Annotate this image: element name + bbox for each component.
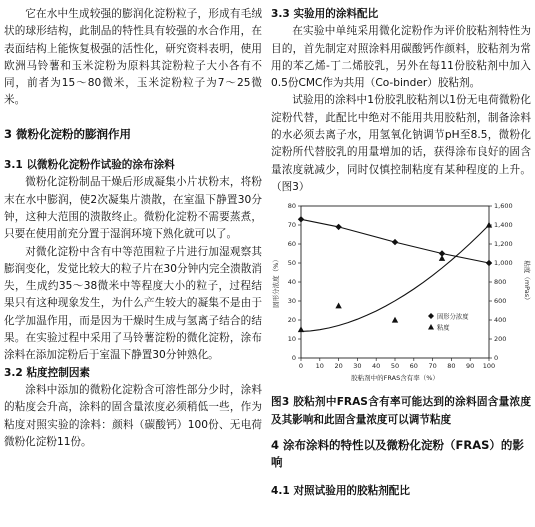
x-tick-label: 60	[409, 362, 418, 371]
data-point-diamond	[335, 224, 341, 230]
legend-label: 粘度	[437, 324, 450, 332]
left-column	[4, 0, 262, 451]
section-3-2-paragraph: 涂料中添加的微粉化淀粉含可溶性部分少时，涂料的粘度会升高，涂料的固含量浓度必须稍低一些，作为粘度对照实验的涂料：颜料（碳酸钙）100份、无电荷微粉化淀粉11份。	[4, 383, 262, 448]
y-left-tick-label: 40	[287, 278, 296, 287]
x-tick-label: 30	[353, 362, 362, 371]
x-tick-label: 90	[466, 362, 475, 371]
legend-marker-diamond	[428, 313, 434, 319]
data-point-triangle	[392, 317, 398, 323]
section-3-1-paragraph-b: 对微化淀粉中含有中等范围粒子片进行加湿观察其膨润变化，发觉比较大的粒子片在30分钟内完全溃散消失，生成约35～38微米中等程度大小的粒子，过程结果只有这种现象发生，为什么产生较大的凝集不是由于化学加温作用，而是因为干燥时生成与氢离子结合的结果。在实验过程中采用了马铃薯淀粉的微化淀粉，涂布涂料在添加淀粉后于室温下静置30分钟熟化。	[4, 245, 262, 362]
section-4-heading: 4 涂布涂料的特性以及微粉化淀粉（FRAS）的影响	[271, 437, 524, 470]
figure-3-caption: 图3 胶粘剂中FRAS含有率可能达到的涂料固含量浓度及其影响和此固含量浓度可以调节粘度	[271, 396, 531, 426]
figure-3-chart	[271, 198, 531, 394]
y-left-axis-label: 固形分浓度（%）	[272, 256, 280, 309]
y-left-tick-label: 70	[287, 221, 296, 230]
section-3-1-paragraph-a: 微粉化淀粉制品干燥后形成凝集小片状粉末，将粉末在水中膨润，使2次凝集片溃散，在室温下静置30分钟，这种大范围的溃散终止。微粉化淀粉不需要蒸煮，只要在使用前充分置于湿润环境下熟化就可以了。	[4, 176, 262, 241]
y-left-tick-label: 60	[287, 240, 296, 249]
y-right-tick-label: 200	[494, 335, 507, 344]
x-tick-label: 80	[447, 362, 456, 371]
y-left-tick-label: 0	[291, 354, 296, 363]
figure-3	[271, 198, 531, 394]
section-3-3-paragraph-a: 在实验中单纯采用微化淀粉作为评价胶粘剂特性为目的，首先制定对照涂料用碳酸钙作颜料，胶粘剂为常用的苯乙烯-丁二烯胶乳，另外在每11份胶粘剂中加入0.5份CMC作为共用（Co-binder）胶粘剂。	[271, 25, 531, 90]
y-left-tick-label: 20	[287, 316, 296, 325]
data-point-diamond	[392, 239, 398, 245]
y-left-tick-label: 50	[287, 259, 296, 268]
plot-frame	[301, 206, 489, 358]
x-tick-label: 0	[298, 362, 304, 371]
x-tick-label: 40	[372, 362, 381, 371]
x-axis-label: 胶粘剂中的FRAS含有率（%）	[351, 374, 439, 383]
legend-marker-triangle	[428, 324, 434, 330]
data-point-triangle	[335, 303, 341, 309]
y-right-tick-label: 1,600	[494, 202, 513, 211]
y-right-tick-label: 400	[494, 316, 507, 325]
y-right-tick-label: 1,200	[494, 240, 513, 249]
y-right-tick-label: 1,000	[494, 259, 513, 268]
data-point-diamond	[486, 260, 492, 266]
x-tick-label: 100	[482, 362, 496, 371]
section-3-3-paragraph-b: 试验用的涂料中1份胶乳胶粘剂以1份无电荷微粉化淀粉代替，此配比中绝对不能用共用胶粘剂，制备涂料的水必须去离子水，用氢氧化钠调节pH至8.5，微粉化淀粉所代替胶乳的用量增加的话，获得涂布良好的固含量浓度就减少，同时仅慎控制粘度有某种程度的上升。（图3）	[271, 94, 531, 193]
data-point-triangle	[298, 327, 304, 333]
x-tick-label: 10	[315, 362, 324, 371]
section-3-1-heading: 3.1 以微粉化淀粉作试验的涂布涂料	[4, 159, 175, 172]
y-right-tick-label: 800	[494, 278, 507, 287]
y-right-tick-label: 600	[494, 297, 507, 306]
section-4-1-heading: 4.1 对照试验用的胶粘剂配比	[271, 485, 410, 498]
intro-paragraph: 它在水中生成较强的膨润化淀粉粒子，形成有毛绒状的球形结构，此制品的特性具有较强的水合作用，在表面结构上能恢复极强的活性化，研究资料表明，使用欧洲马铃薯和玉米淀粉为原料其淀粉粒子大小各有不同，前者为15～80微米，玉米淀粉粒子为7～25微米。	[4, 8, 262, 107]
right-column	[271, 0, 531, 501]
y-right-tick-label: 1,400	[494, 221, 513, 230]
y-left-tick-label: 10	[287, 335, 296, 344]
x-tick-label: 70	[428, 362, 437, 371]
y-left-tick-label: 30	[287, 297, 296, 306]
data-point-diamond	[298, 216, 304, 222]
section-3-3-heading: 3.3 实验用的涂料配比	[271, 8, 379, 20]
x-tick-label: 20	[334, 362, 343, 371]
legend-label: 固形分浓度	[437, 313, 469, 321]
y-left-tick-label: 80	[287, 202, 296, 211]
section-3-heading: 3 微粉化淀粉的膨润作用	[4, 126, 132, 141]
y-right-tick-label: 0	[494, 354, 499, 363]
y-right-axis-label: 粘度（mPas）	[523, 260, 531, 304]
data-point-triangle	[439, 255, 445, 261]
x-tick-label: 50	[390, 362, 400, 371]
section-3-2-heading: 3.2 粘度控制因素	[4, 366, 91, 379]
